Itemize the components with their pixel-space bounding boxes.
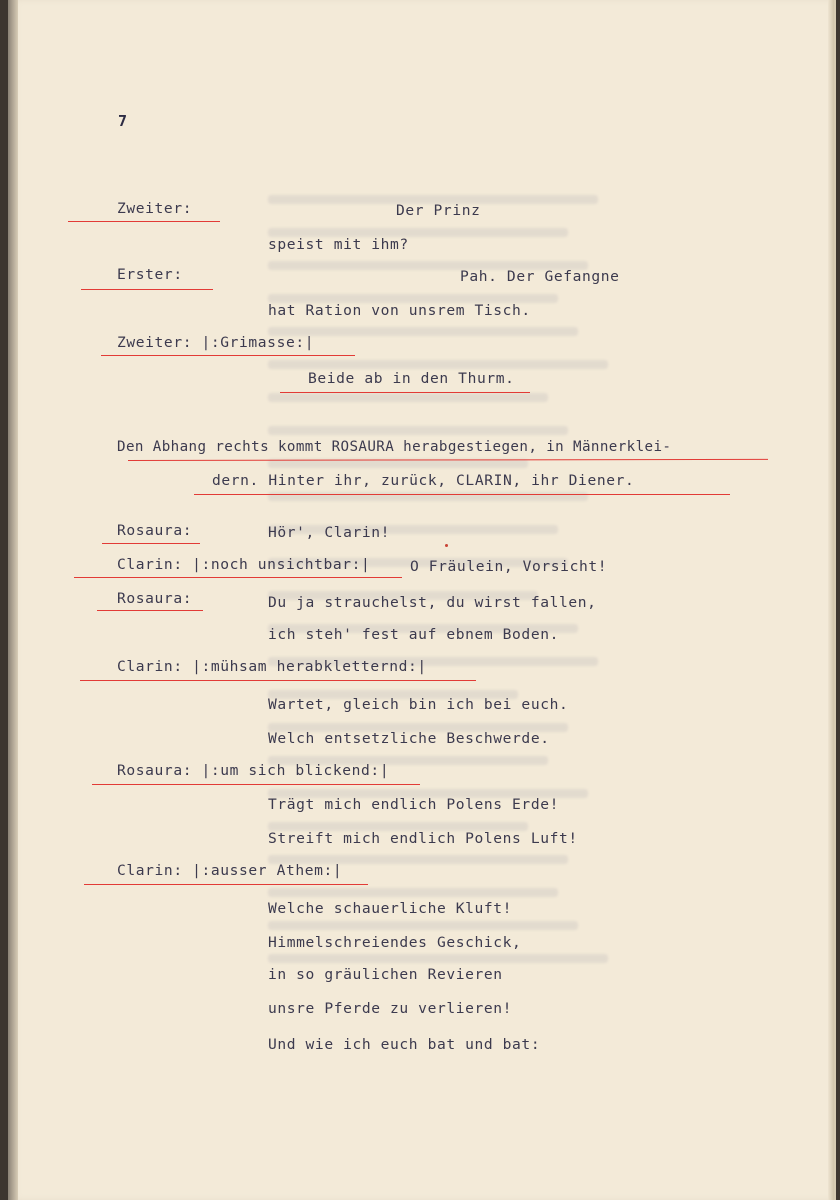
dialogue-line: Der Prinz	[396, 202, 481, 219]
red-underline	[280, 392, 530, 393]
page-number: 7	[118, 112, 128, 130]
speaker-stage-direction: Zweiter: |:Grimasse:|	[117, 334, 315, 351]
speaker-rosaura: Rosaura: |:um sich blickend:|	[117, 762, 390, 779]
stage-direction: Beide ab in den Thurm.	[308, 370, 515, 387]
speaker-clarin: Clarin: |:mühsam herabkletternd:|	[117, 658, 427, 675]
red-underline	[194, 494, 730, 495]
dialogue-line: Streift mich endlich Polens Luft!	[268, 830, 578, 847]
typescript-page	[8, 0, 836, 1200]
red-underline	[68, 221, 220, 222]
dialogue-line: Welch entsetzliche Beschwerde.	[268, 730, 550, 747]
dialogue-line: Du ja strauchelst, du wirst fallen,	[268, 594, 597, 611]
dialogue-line: Trägt mich endlich Polens Erde!	[268, 796, 559, 813]
dialogue-line: Himmelschreiendes Geschick,	[268, 934, 522, 951]
dialogue-line: in so gräulichen Revieren	[268, 966, 503, 983]
dialogue-line: O Fräulein, Vorsicht!	[410, 558, 608, 575]
dialogue-line: Welche schauerliche Kluft!	[268, 900, 513, 917]
page-edge	[828, 0, 834, 1200]
red-underline	[102, 543, 200, 544]
stage-direction: Den Abhang rechts kommt ROSAURA herabgestiegen, in Männerklei-	[117, 439, 672, 455]
red-underline	[101, 355, 355, 356]
bleed-through-text	[268, 195, 628, 1055]
dialogue-line: Hör', Clarin!	[268, 524, 391, 541]
ink-mark	[445, 544, 448, 547]
red-underline	[84, 884, 368, 885]
red-underline	[97, 610, 203, 611]
dialogue-line: Wartet, gleich bin ich bei euch.	[268, 696, 569, 713]
red-underline	[80, 680, 476, 681]
dialogue-line: Pah. Der Gefangne	[460, 268, 620, 285]
dialogue-line: ich steh' fest auf ebnem Boden.	[268, 626, 559, 643]
page-binding	[8, 0, 18, 1200]
red-underline	[81, 289, 213, 290]
dialogue-line: Und wie ich euch bat und bat:	[268, 1036, 541, 1053]
red-underline	[92, 784, 420, 785]
dialogue-line: hat Ration von unsrem Tisch.	[268, 302, 531, 319]
red-underline	[74, 577, 402, 578]
speaker-rosaura: Rosaura:	[117, 590, 193, 607]
dialogue-line: speist mit ihm?	[268, 236, 409, 253]
speaker-rosaura: Rosaura:	[117, 522, 193, 539]
dialogue-line: unsre Pferde zu verlieren!	[268, 1000, 513, 1017]
speaker-clarin: Clarin: |:ausser Athem:|	[117, 862, 343, 879]
speaker-erster: Erster:	[117, 266, 183, 283]
speaker-clarin: Clarin: |:noch unsichtbar:|	[117, 556, 371, 573]
stage-direction: dern. Hinter ihr, zurück, CLARIN, ihr Diener.	[212, 472, 635, 489]
speaker-zweiter: Zweiter:	[117, 200, 193, 217]
